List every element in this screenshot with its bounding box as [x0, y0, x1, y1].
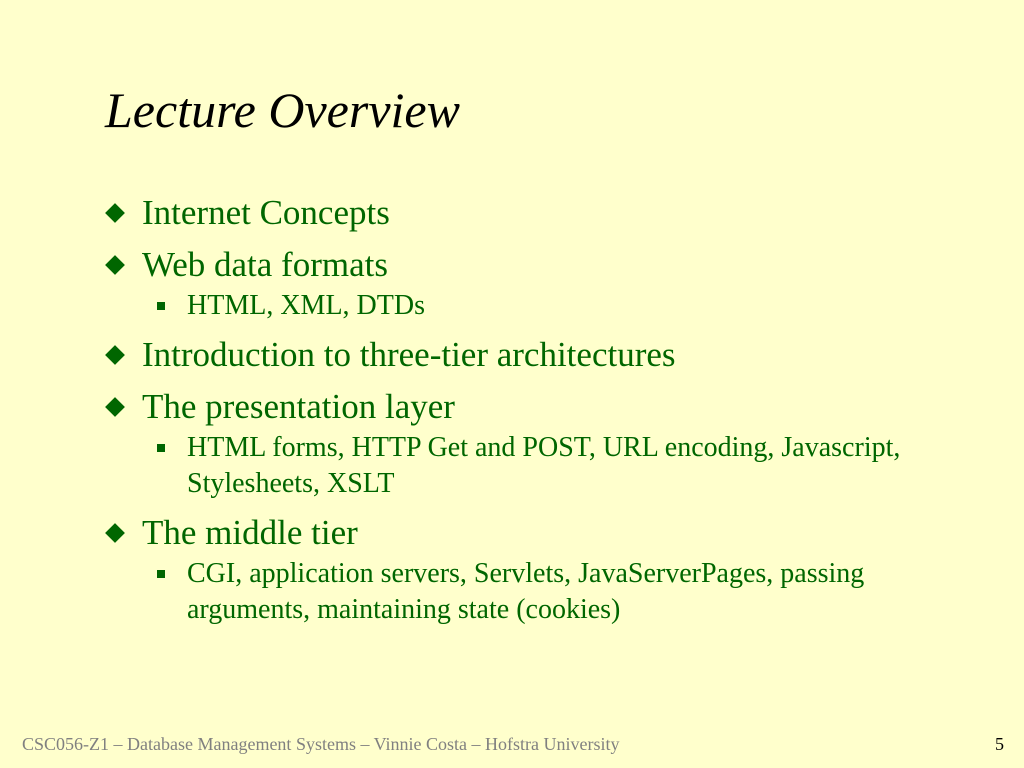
- page-number: 5: [995, 734, 1004, 754]
- square-bullet-icon: [157, 302, 165, 310]
- sub-bullet-item: [105, 288, 965, 324]
- bullet-text: Internet Concepts: [142, 193, 390, 232]
- bullet-list: [105, 192, 965, 630]
- sub-bullet-item: [105, 430, 965, 502]
- footer-text: CSC056-Z1 – Database Management Systems – Vinnie Costa – Hofstra University: [22, 734, 620, 754]
- bullet-text: Web data formats: [142, 245, 388, 284]
- bullet-item: [105, 334, 965, 376]
- slide-title: Lecture Overview: [105, 82, 460, 138]
- sub-bullet-text: HTML, XML, DTDs: [187, 290, 425, 321]
- diamond-bullet-icon: [105, 345, 125, 365]
- bullet-text: The middle tier: [142, 513, 358, 552]
- bullet-item: [105, 386, 965, 428]
- sub-bullet-text: CGI, application servers, Servlets, JavaServerPages, passing arguments, maintaining state (cookies): [187, 558, 865, 625]
- diamond-bullet-icon: [105, 203, 125, 223]
- square-bullet-icon: [157, 570, 165, 578]
- bullet-item: [105, 244, 965, 286]
- diamond-bullet-icon: [105, 397, 125, 417]
- sub-bullet-item: [105, 556, 965, 628]
- bullet-item: [105, 512, 965, 554]
- square-bullet-icon: [157, 444, 165, 452]
- diamond-bullet-icon: [105, 523, 125, 543]
- bullet-text: The presentation layer: [142, 387, 455, 426]
- bullet-text: Introduction to three-tier architectures: [142, 335, 676, 374]
- sub-bullet-text: HTML forms, HTTP Get and POST, URL encoding, Javascript, Stylesheets, XSLT: [187, 432, 901, 499]
- diamond-bullet-icon: [105, 255, 125, 275]
- bullet-item: [105, 192, 965, 234]
